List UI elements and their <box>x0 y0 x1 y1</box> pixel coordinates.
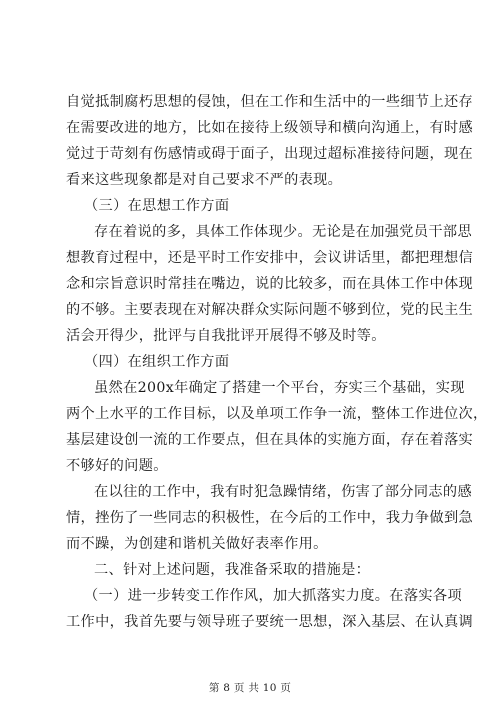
body-text-line: 基层建设创一流的工作要点，但在具体的实施方面，存在着落实 <box>66 432 474 448</box>
body-text-line: 两个上水平的工作目标，以及单项工作争一流，整体工作进位次， <box>66 406 488 422</box>
body-text-line: 存在着说的多，具体工作体现少。无论是在加强党员干部思 <box>94 224 472 240</box>
body-text-line: 在需要改进的地方，比如在接待上级领导和横向沟通上，有时感 <box>66 120 474 136</box>
page-number-footer: 第 8 页 共 10 页 <box>208 682 292 694</box>
body-text-line: 虽然在200x年确定了搭建一个平台，夯实三个基础，实现 <box>94 380 465 396</box>
body-text-line: 情，挫伤了一些同志的积极性，在今后的工作中，我力争做到急 <box>66 510 474 526</box>
body-text-line: 的不够。主要表现在对解决群众实际问题不够到位，党的民主生 <box>66 302 474 318</box>
body-text-line: （一）进一步转变工作作风，加大抓落实力度。在落实各项 <box>84 588 462 604</box>
section-heading-3: （三）在思想工作方面 <box>84 198 230 214</box>
body-text-line: 不够好的问题。 <box>66 458 168 474</box>
body-text-line: 工作中，我首先要与领导班子要统一思想，深入基层、在认真调 <box>66 614 474 630</box>
measures-heading: 二、针对上述问题，我准备采取的措施是： <box>94 562 371 578</box>
body-text-line: 念和宗旨意识时常挂在嘴边，说的比较多，而在具体工作中体现 <box>66 276 474 292</box>
body-text-line: 自觉抵制腐朽思想的侵蚀，但在工作和生活中的一些细节上还存 <box>66 94 474 110</box>
body-text-line: 想教育过程中，还是平时工作安排中，会议讲话里，都把理想信 <box>66 250 474 266</box>
body-text-line: 活会开得少，批评与自我批评开展得不够及时等。 <box>66 328 386 344</box>
section-heading-4: （四）在组织工作方面 <box>84 354 230 370</box>
body-text-line: 觉过于苛刻有伤感情或碍于面子，出现过超标准接待问题，现在 <box>66 146 474 162</box>
body-text-line: 而不躁，为创建和谐机关做好表率作用。 <box>66 536 328 552</box>
body-text-line: 在以往的工作中，我有时犯急躁情绪，伤害了部分同志的感 <box>94 484 472 500</box>
body-text-line: 看来这些现象都是对自己要求不严的表现。 <box>66 172 343 188</box>
